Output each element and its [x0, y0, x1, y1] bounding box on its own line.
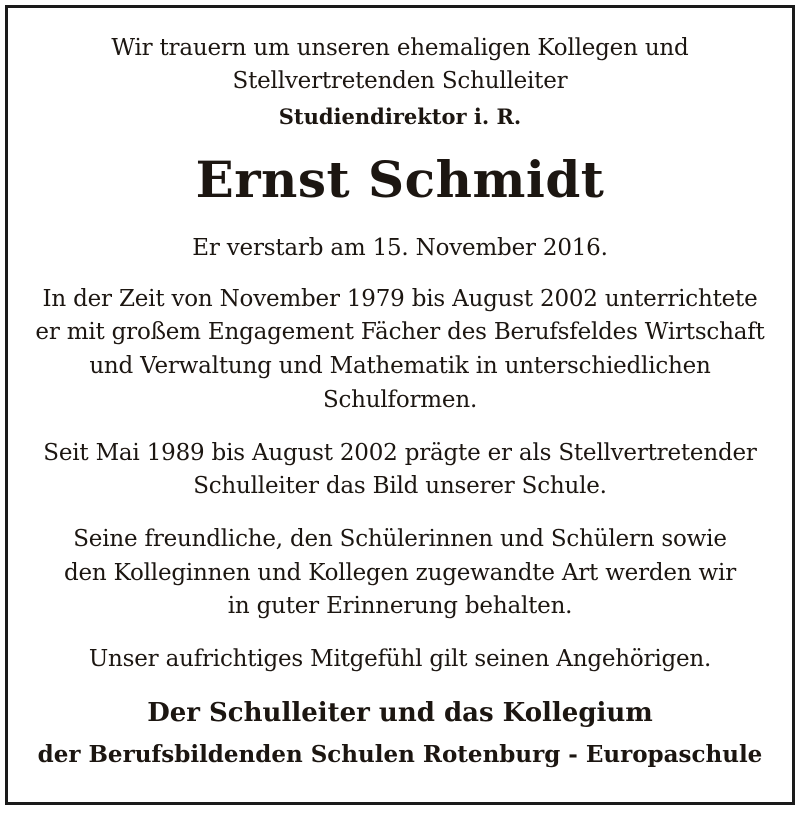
paragraph-2-line: Schulleiter das Bild unserer Schule.	[193, 473, 607, 499]
obituary-frame	[5, 5, 795, 805]
signature-line-2: der Berufsbildenden Schulen Rotenburg - Europaschule	[37, 741, 763, 768]
paragraph-3-line: den Kolleginnen und Kollegen zugewandte Art werden wir	[63, 560, 736, 586]
paragraph-1-line: und Verwaltung und Mathematik in unterschiedlichen	[89, 353, 711, 379]
condolence-line: Unser aufrichtiges Mitgefühl gilt seinen Angehörigen.	[88, 646, 712, 672]
deceased-name: Ernst Schmidt	[195, 150, 605, 209]
paragraph-1-line: Schulformen.	[322, 387, 478, 413]
intro-line-1: Wir trauern um unseren ehemaligen Kollegen und	[111, 35, 689, 61]
paragraph-2-line: Seit Mai 1989 bis August 2002 prägte er als Stellvertretender	[43, 440, 757, 466]
paragraph-1-line: er mit großem Engagement Fächer des Berufsfeldes Wirtschaft	[35, 319, 765, 345]
death-date-line: Er verstarb am 15. November 2016.	[192, 235, 608, 261]
intro-line-2: Stellvertretenden Schulleiter	[232, 68, 568, 94]
signature-line-1: Der Schulleiter und das Kollegium	[147, 698, 653, 728]
title-rank: Studiendirektor i. R.	[278, 104, 522, 129]
obituary-content	[8, 8, 792, 802]
paragraph-3-line: Seine freundliche, den Schülerinnen und Schülern sowie	[73, 526, 727, 552]
paragraph-1-line: In der Zeit von November 1979 bis August 2002 unterrichtete	[42, 286, 758, 312]
paragraph-3-line: in guter Erinnerung behalten.	[227, 593, 573, 619]
